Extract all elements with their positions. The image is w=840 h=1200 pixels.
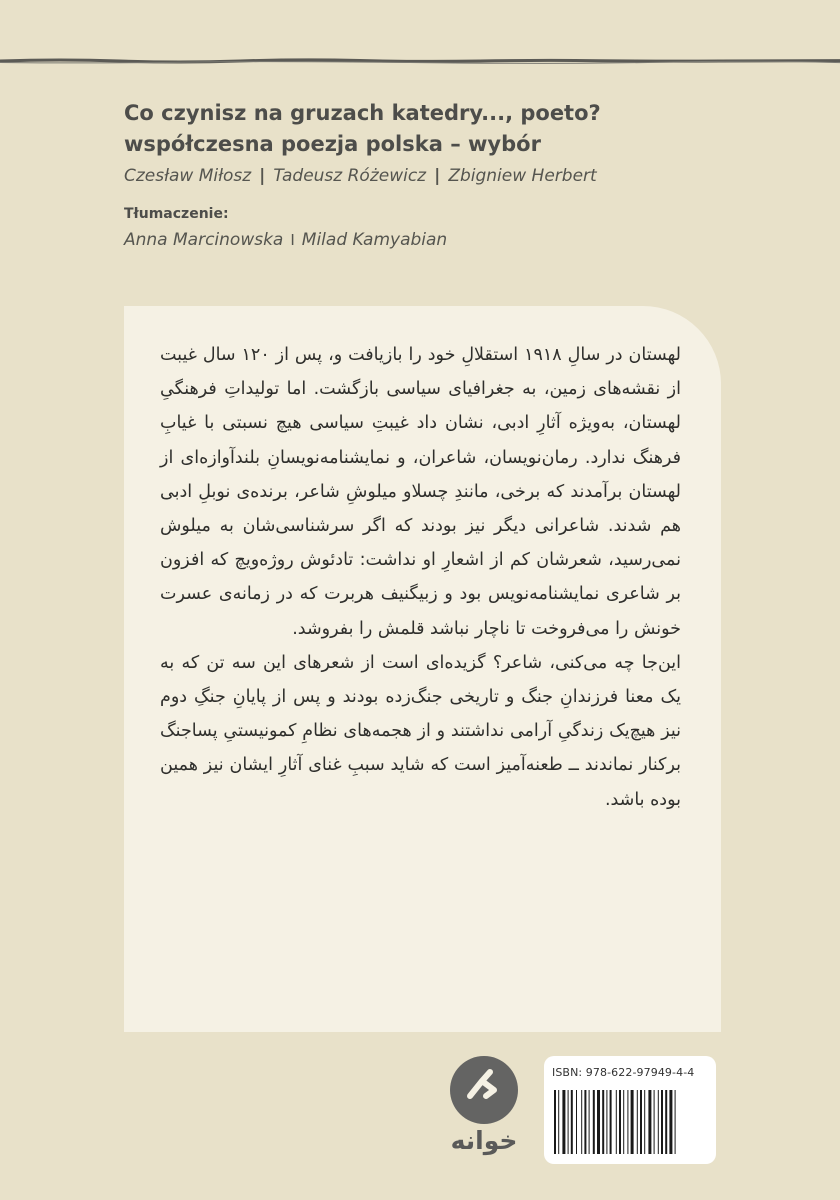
decorative-top-rule — [0, 58, 840, 64]
author-name: Zbigniew Herbert — [448, 166, 597, 186]
translator-name: Milad Kamyabian — [301, 230, 448, 250]
author-name: Tadeusz Różewicz — [273, 166, 427, 186]
publisher-logo — [446, 1056, 522, 1166]
authors-list — [124, 166, 764, 186]
book-title-line-2: współczesna poezja polska – wybór — [124, 132, 541, 156]
translator-name: Anna Marcinowska — [124, 230, 284, 250]
translator-separator: I — [290, 231, 295, 249]
translation-label: Tłumaczenie: — [124, 206, 229, 222]
isbn-barcode-box — [544, 1056, 716, 1164]
translators-list — [124, 230, 764, 250]
book-title-line-1: Co czynisz na gruzach katedry..., poeto? — [124, 101, 601, 125]
author-separator: | — [259, 166, 266, 186]
blurb-card — [124, 306, 721, 1032]
publisher-logo-icon — [450, 1056, 518, 1124]
author-separator: | — [434, 166, 441, 186]
blurb-paragraph-1: لهستان در سالِ ۱۹۱۸ استقلالِ خود را بازیافت و، پس از ۱۲۰ سال غیبت از نقشه‌های زمین، به جغرافیای سیاسی بازگشت. اما تولیداتِ فرهنگیِ لهستان، به‌ویژه آثارِ ادبی، نشان داد غیبتِ سیاسی هیچ نسبتی با غیابِ فرهنگ ندارد. رمان‌نویسان، شاعران، و نمایشنامه‌نویسانِ بلندآوازه‌ای از لهستان برآمدند که برخی، مانندِ چسلاو میلوشِ شاعر، برنده‌ی نوبلِ ادبی هم شدند. شاعرانی دیگر نیز بودند که اگر سرشناسی‌شان به میلوش نمی‌رسید، شعرشان کم از اشعارِ او نداشت: تادئوش روژه‌ویچ که افزون بر شاعری نمایشنامه‌نویس بود و زبیگنیف هربرت که در زمانه‌ی عسرت خونش را می‌فروخت تا ناچار نباشد قلمش را بفروشد. — [160, 345, 681, 639]
barcode-icon — [554, 1090, 706, 1154]
blurb-paragraph-2: این‌جا چه می‌کنی، شاعر؟ گزیده‌ای است از شعرهای این سه تن که به یک معنا فرزندانِ جنگ و تاریخی جنگ‌زده بودند و پس از پایانِ جنگِ دوم نیز هیچ‌یک زندگیِ آرامی نداشتند و از هجمه‌های نظامِ کمونیستیِ پساجنگ برکنار نماندند ــ طعنه‌آمیز است که شاید سببِ غنای آثارِ ایشان نیز همین بوده باشد. — [160, 652, 681, 810]
author-name: Czesław Miłosz — [124, 166, 252, 186]
publisher-name: خوانه — [450, 1126, 518, 1155]
book-header — [124, 98, 764, 250]
isbn-number: ISBN: 978-622-97949-4-4 — [552, 1066, 695, 1079]
